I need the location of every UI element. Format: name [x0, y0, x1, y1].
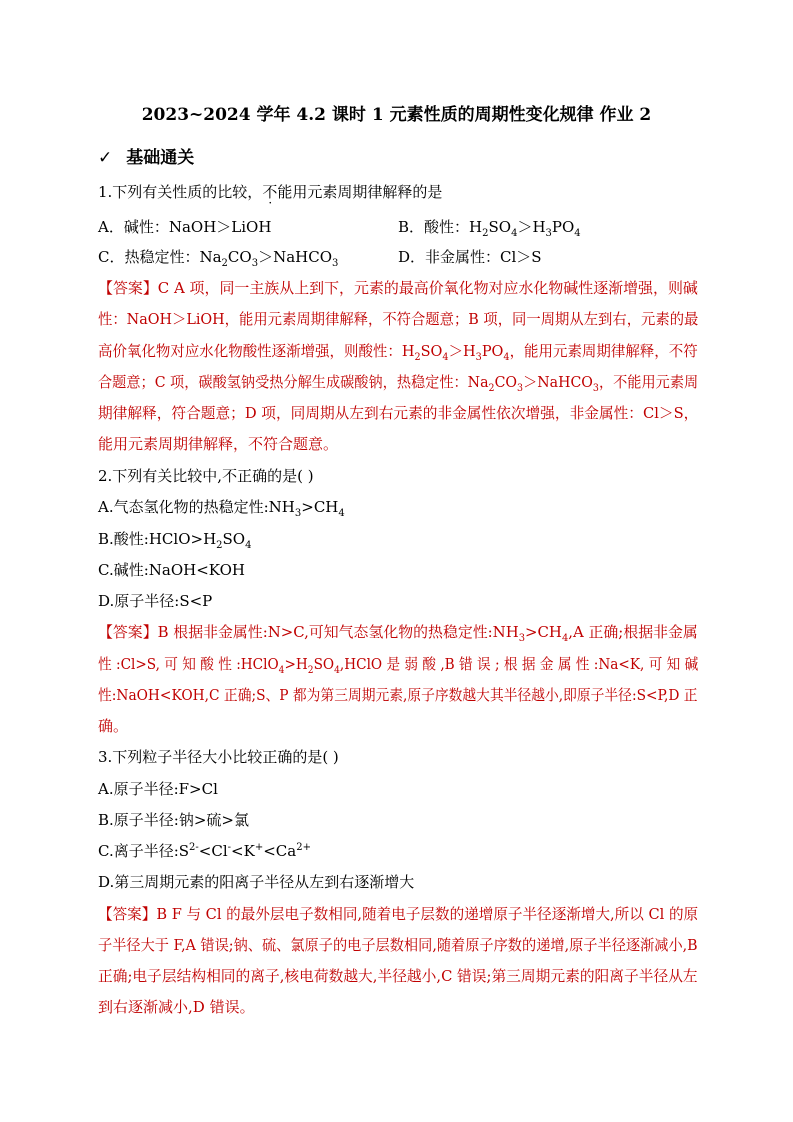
q2-option-a: A.气态氢化物的热稳定性$:NH_3>CH_4$ — [98, 498, 345, 519]
q2-option-d: D.原子半径:S<P — [98, 592, 213, 610]
q1-answer-line: 期律解释，符合题意；D 项，同周期从左到右元素的非金属性依次增强，非金属性：Cl＞S， — [98, 404, 699, 422]
q2-answer-line: 性:NaOH<KOH,C 正确;S、P 都为第三周期元素,原子序数越大其半径越小,即原子半径:S<P,D 正 — [98, 686, 698, 704]
q3-option-d: D.第三周期元素的阳离子半径从左到右逐渐增大 — [98, 873, 415, 891]
q2-stem: 2.下列有关比较中,不正确的是( ) — [98, 467, 314, 485]
emphasis-mark: 不 — [262, 183, 278, 201]
q1-option-b: B．酸性：$H_2SO_4>H_3PO_4$ — [398, 218, 581, 239]
section-label: 基础通关 — [126, 148, 195, 168]
q3-answer-line: 子半径大于 F,A 错误;钠、硫、氯原子的电子层数相同,随着原子序数的递增,原子半径逐渐减小,B — [98, 936, 698, 954]
q1-option-d: D．非金属性：Cl＞S — [398, 248, 542, 266]
page-title: 2023~2024 学年 4.2 课时 1 元素性质的周期性变化规律 作业 2 — [141, 105, 652, 125]
q3-option-a: A.原子半径:F>Cl — [98, 780, 218, 798]
q1-option-a: A．碱性：NaOH＞LiOH — [98, 218, 272, 236]
q3-answer-line: 到右逐渐减小,D 错误。 — [98, 998, 255, 1016]
q1-option-c: C．热稳定性：$Na_2CO_3>NaHCO_3$ — [98, 248, 339, 269]
q2-option-c: C.碱性:NaOH<KOH — [98, 561, 245, 579]
q1-answer-line: 性：NaOH＞LiOH，能用元素周期律解释，不符合题意；B 项，同一周期从左到右，元素的最 — [98, 310, 699, 328]
q1-answer-line: 合题意；C 项，碳酸氢钠受热分解生成碳酸钠，热稳定性：$Na_2CO_3>NaHCO_3$，不能用元素周 — [98, 373, 699, 394]
q3-option-c: C.离子半径$:S^{2-}<Cl^-<K^+<Ca^{2+}$ — [98, 842, 311, 860]
q1-answer-line: 能用元素周期律解释，不符合题意。 — [98, 435, 339, 453]
q1-answer-line: 【答案】C A 项，同一主族从上到下，元素的最高价氧化物对应水化物碱性逐渐增强，则碱 — [98, 279, 698, 297]
q2-answer-line: 【答案】B 根据非金属性:N>C,可知气态氢化物的热稳定性$:NH_3>CH_4,A$ 正确;根据非金属 — [98, 623, 698, 644]
q2-option-b: B.酸性$:HClO>H_2SO_4$ — [98, 530, 252, 551]
q3-answer-line: 正确;电子层结构相同的离子,核电荷数越大,半径越小,C 错误;第三周期元素的阳离子半径从左 — [98, 967, 698, 985]
q2-answer-line: 确。 — [98, 717, 129, 735]
q3-stem: 3.下列粒子半径大小比较正确的是( ) — [98, 748, 339, 766]
q3-answer-line: 【答案】B F 与 Cl 的最外层电子数相同,随着电子层数的递增原子半径逐渐增大,所以 Cl 的原 — [98, 905, 699, 923]
q1-answer-line: 高价氧化物对应水化物酸性逐渐增强，则酸性：$H_2SO_4>H_3PO_4$，能用元素周期律解释，不符 — [98, 342, 698, 363]
checkmark-icon: ✓ — [98, 148, 113, 168]
q3-option-b: B.原子半径:钠>硫>氯 — [98, 811, 249, 829]
q2-answer-line: 性 :Cl>S, 可 知 酸 性 $:HClO_4>H_2SO_4,HClO$ 是 弱 酸 ,B 错 误 ; 根 据 金 属 性 :Na<K, 可 知 碱 — [98, 655, 699, 676]
q1-stem: 1.下列有关性质的比较，不能用元素周期律解释的是 — [98, 183, 443, 201]
section-heading — [98, 146, 194, 170]
